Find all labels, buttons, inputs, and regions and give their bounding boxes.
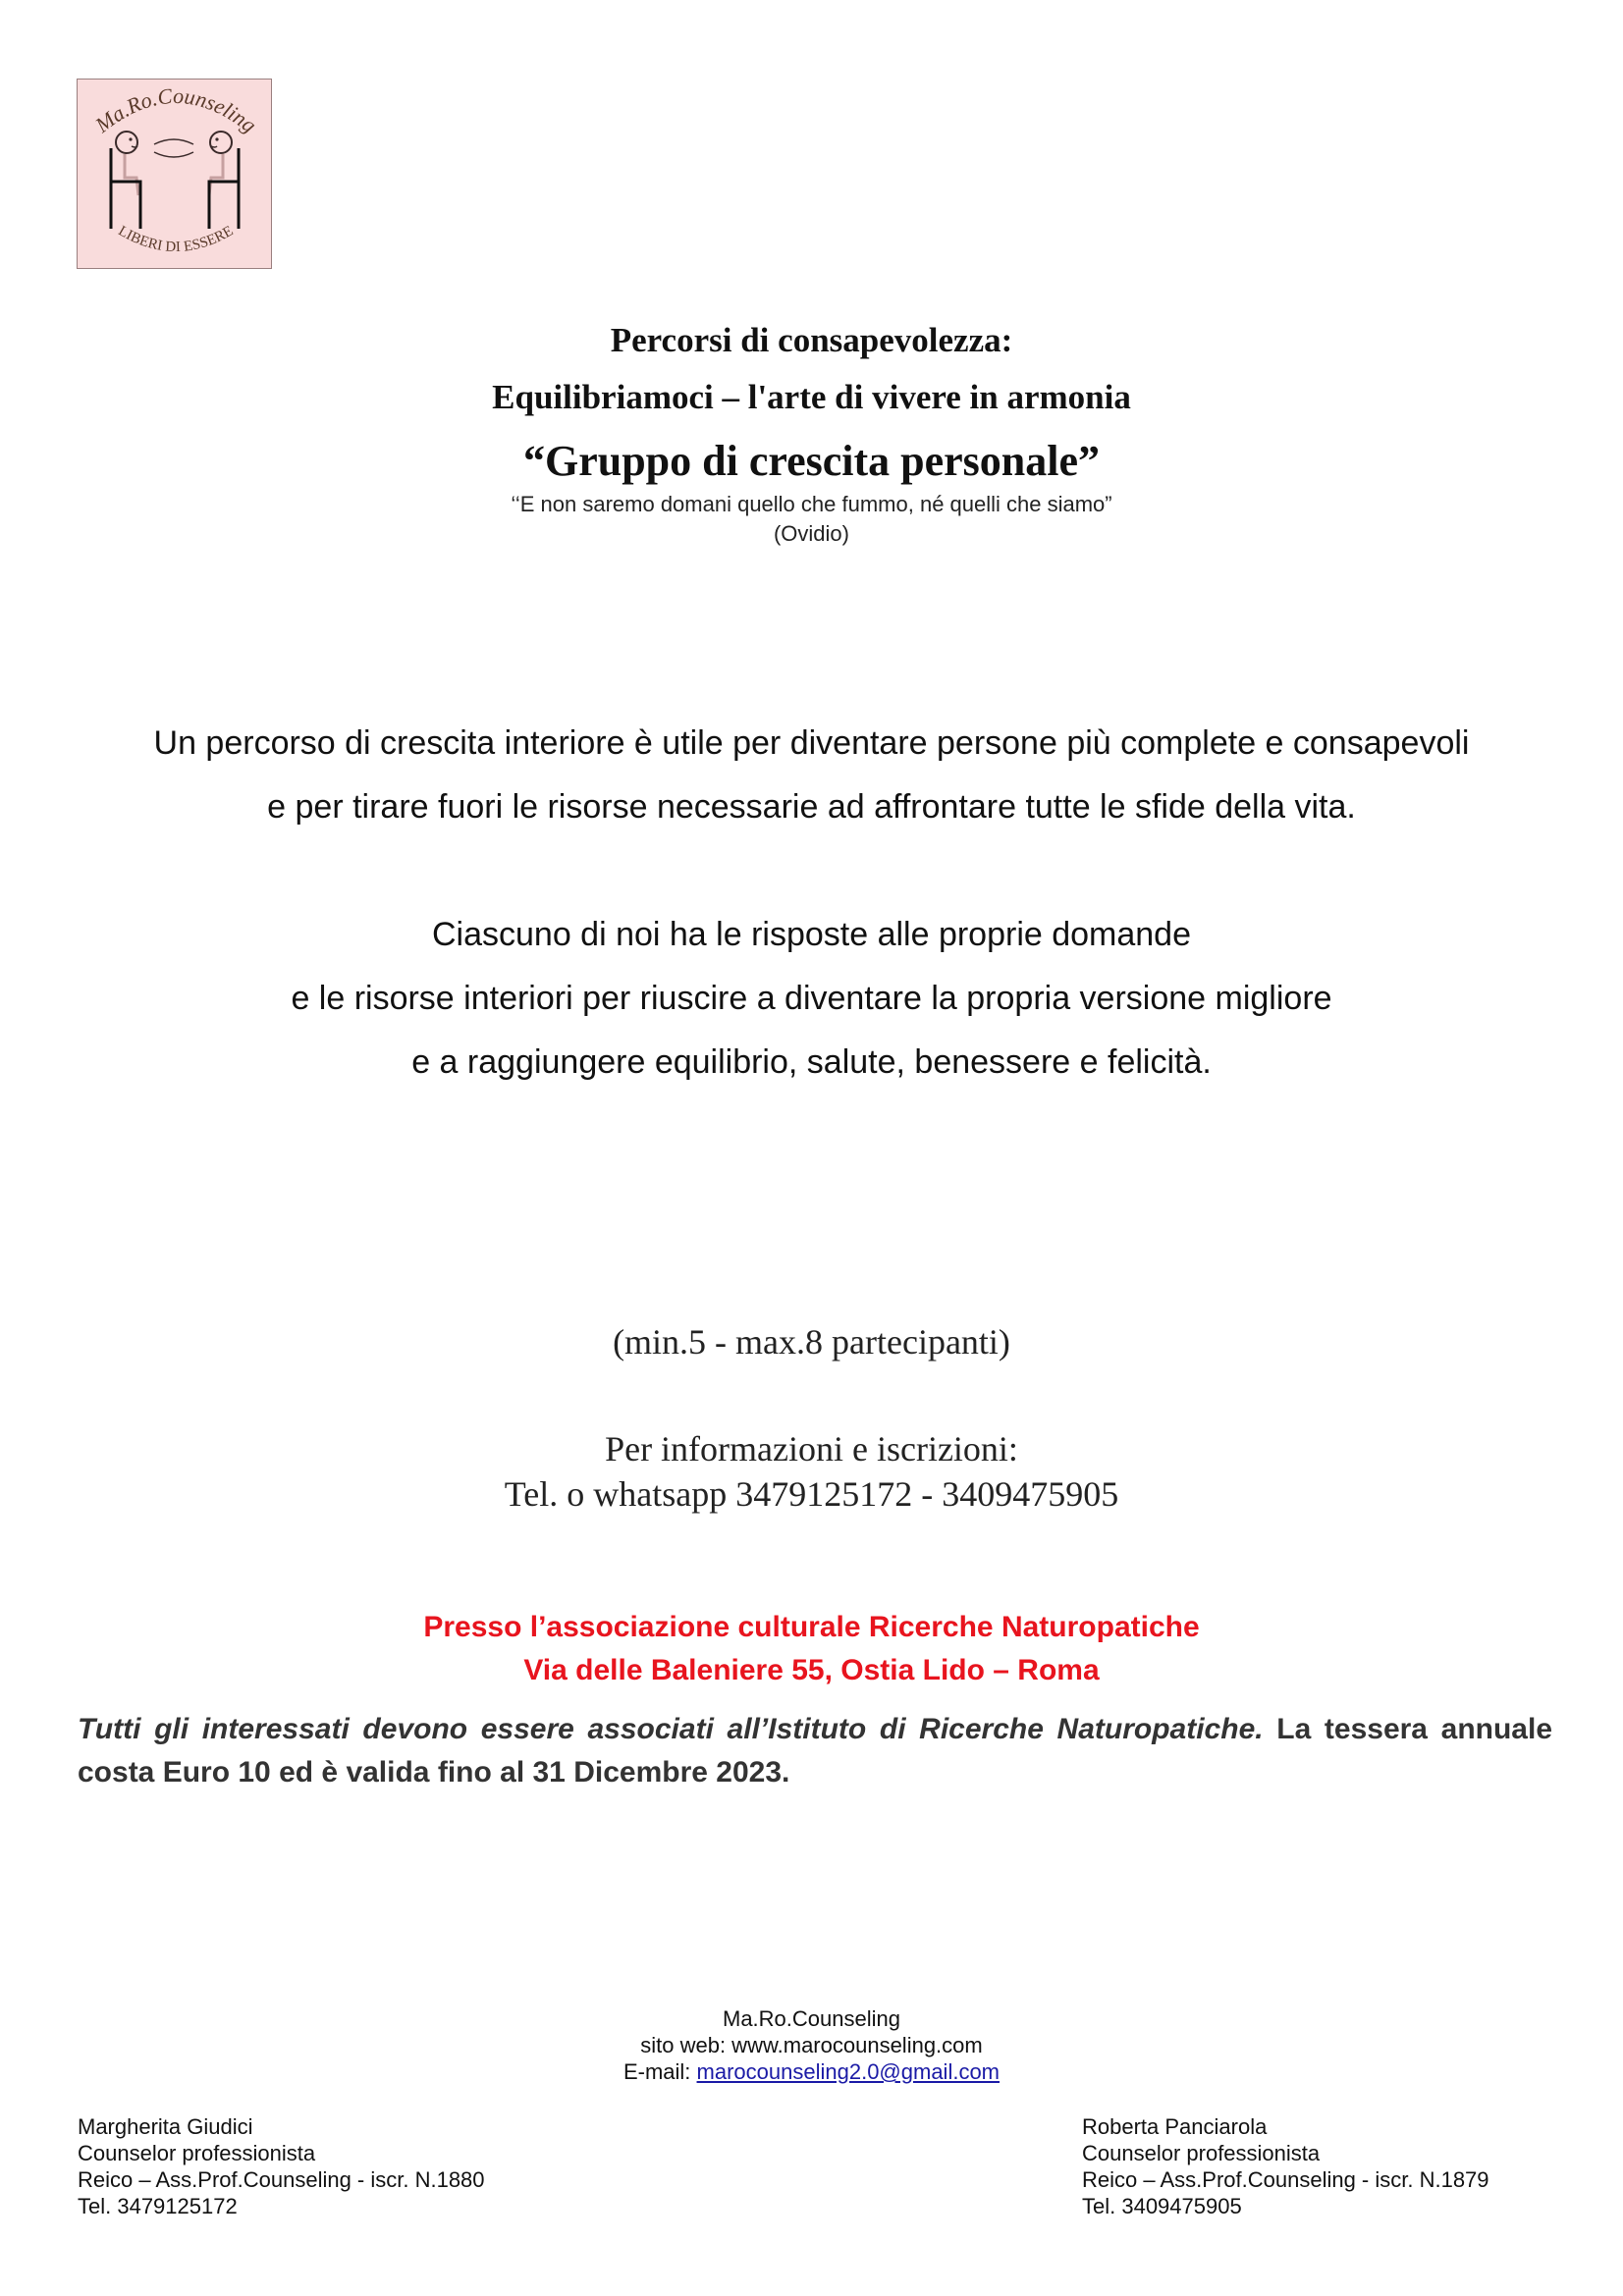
right-contact-phone: Tel. 3409475905 [1082, 2194, 1242, 2218]
participants: (min.5 - max.8 partecipanti) [613, 1322, 1010, 1362]
info-title: Per informazioni e iscrizioni: [605, 1429, 1018, 1468]
quote-author: (Ovidio) [773, 521, 849, 546]
left-contact-phone: Tel. 3479125172 [78, 2194, 238, 2218]
heading [0, 312, 1623, 426]
intro-line-1: Un percorso di crescita interiore è utile per diventare persone più complete e consapevoli [153, 724, 1470, 762]
paragraph-line-1: Ciascuno di noi ha le risposte alle proprie domande [431, 916, 1192, 953]
paragraph-line-2: e le risorse interiori per riuscire a diventare la propria versione migliore [291, 980, 1332, 1017]
membership-rest: La tessera annuale costa Euro 10 ed è valida fino al 31 Dicembre 2023. [78, 1713, 1552, 1789]
left-contact-registration: Reico – Ass.Prof.Counseling - iscr. N.1880 [78, 2167, 485, 2192]
email-link[interactable]: marocounseling2.0@gmail.com [696, 2059, 1001, 2084]
heading-line-2: Equilibriamoci – l'arte di vivere in armonia [492, 378, 1131, 416]
left-contact [78, 2113, 667, 2219]
footer [0, 2005, 1623, 2085]
right-contact-registration: Reico – Ass.Prof.Counseling - iscr. N.1879 [1082, 2167, 1489, 2192]
group-title: “Gruppo di crescita personale” [522, 437, 1101, 485]
venue-line-1: Presso l’associazione culturale Ricerche Naturopatiche [423, 1611, 1200, 1643]
footer-email-label: E-mail: [622, 2059, 697, 2084]
logo [77, 79, 272, 269]
logo-bottom-text: LIBERI DI ESSERE [115, 223, 237, 256]
membership-italic: Tutti gli interessati devono essere associati all’Istituto di Ricerche Naturopatiche. [78, 1713, 1264, 1745]
logo-top-text: Ma.Ro.Counseling [90, 82, 261, 137]
left-contact-name: Margherita Giudici [78, 2114, 253, 2139]
quote-text: ‘‘E non saremo domani quello che fummo, né quelli che siamo” [511, 492, 1112, 516]
footer-email-line [0, 2058, 1623, 2085]
right-contact-role: Counselor professionista [1082, 2141, 1321, 2165]
right-contact-name: Roberta Panciarola [1082, 2114, 1268, 2139]
intro-line-2: e per tirare fuori le risorse necessarie ad affrontare tutte le sfide della vita. [267, 788, 1356, 826]
left-contact-role: Counselor professionista [78, 2141, 316, 2165]
footer-website: sito web: www.marocounseling.com [640, 2033, 983, 2057]
paragraph-line-3: e a raggiungere equilibrio, salute, benessere e felicità. [411, 1043, 1212, 1081]
logo-graphic [78, 80, 273, 270]
venue-line-2: Via delle Baleniere 55, Ostia Lido – Roma [523, 1654, 1100, 1686]
right-contact [1082, 2113, 1573, 2219]
heading-line-1: Percorsi di consapevolezza: [610, 321, 1013, 359]
info-phone: Tel. o whatsapp 3479125172 - 3409475905 [504, 1474, 1119, 1514]
footer-org: Ma.Ro.Counseling [723, 2006, 900, 2031]
membership-note [78, 1708, 1552, 1794]
